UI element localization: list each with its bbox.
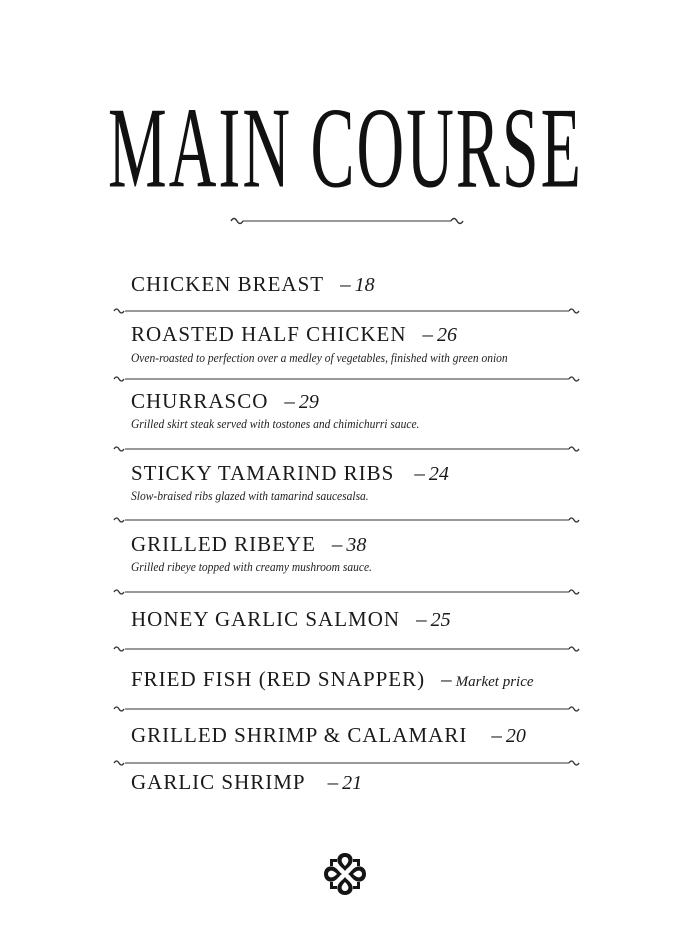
item-separator: – <box>331 532 343 556</box>
menu-item-grilled-ribeye <box>131 532 366 557</box>
item-price: 20 <box>505 725 526 747</box>
flourish-rule-icon <box>229 214 465 228</box>
flourish-divider-icon <box>113 374 581 384</box>
item-description: Grilled skirt steak served with tostones and chimichurri sauce. <box>131 417 420 431</box>
flourish-divider-icon <box>113 515 581 525</box>
item-separator: – <box>284 389 295 413</box>
item-price: 29 <box>298 391 319 413</box>
item-name: FRIED FISH (RED SNAPPER) <box>131 667 426 691</box>
flourish-divider-icon <box>113 587 581 597</box>
flourish-divider-icon <box>113 704 581 714</box>
flourish-divider-icon <box>113 444 581 454</box>
item-price: 18 <box>354 274 375 296</box>
celtic-knot-emblem-icon <box>322 851 368 897</box>
item-name: ROASTED HALF CHICKEN <box>131 322 407 346</box>
item-price: 38 <box>346 534 367 556</box>
item-price: Market price <box>455 674 534 690</box>
menu-item-roasted-half-chicken <box>131 322 457 347</box>
item-separator: – <box>414 461 425 485</box>
item-separator: – <box>340 272 351 296</box>
item-name: GARLIC SHRIMP <box>131 770 306 794</box>
item-separator: – <box>441 667 452 691</box>
menu-item-grilled-shrimp-calamari <box>131 723 526 748</box>
item-description: Oven-roasted to perfection over a medley of vegetables, finished with green onion <box>131 351 508 365</box>
item-description: Grilled ribeye topped with creamy mushroom sauce. <box>131 560 372 574</box>
item-price: 24 <box>428 463 449 485</box>
menu-item-chicken-breast <box>131 272 375 297</box>
menu-item-sticky-tamarind-ribs <box>131 461 449 486</box>
item-separator: – <box>422 322 434 346</box>
item-price: 26 <box>437 324 458 346</box>
item-separator: – <box>327 770 339 794</box>
menu-item-churrasco <box>131 389 319 414</box>
flourish-divider-icon <box>113 644 581 654</box>
item-price: 21 <box>342 772 363 794</box>
item-name: GRILLED RIBEYE <box>131 532 316 556</box>
flourish-divider-icon <box>113 306 581 316</box>
item-description: Slow-braised ribs glazed with tamarind saucesalsa. <box>131 489 369 503</box>
item-separator: – <box>491 723 502 747</box>
menu-item-fried-fish <box>131 667 534 692</box>
menu-title: MAIN COURSE <box>108 85 583 213</box>
item-name: HONEY GARLIC SALMON <box>131 607 401 631</box>
item-separator: – <box>416 607 427 631</box>
item-price: 25 <box>430 609 451 631</box>
item-name: STICKY TAMARIND RIBS <box>131 461 395 485</box>
menu-item-honey-garlic-salmon <box>131 607 451 632</box>
item-name: CHURRASCO <box>131 389 269 413</box>
item-name: GRILLED SHRIMP & CALAMARI <box>131 723 468 747</box>
menu-item-garlic-shrimp <box>131 770 362 795</box>
flourish-divider-icon <box>113 758 581 768</box>
item-name: CHICKEN BREAST <box>131 272 325 296</box>
